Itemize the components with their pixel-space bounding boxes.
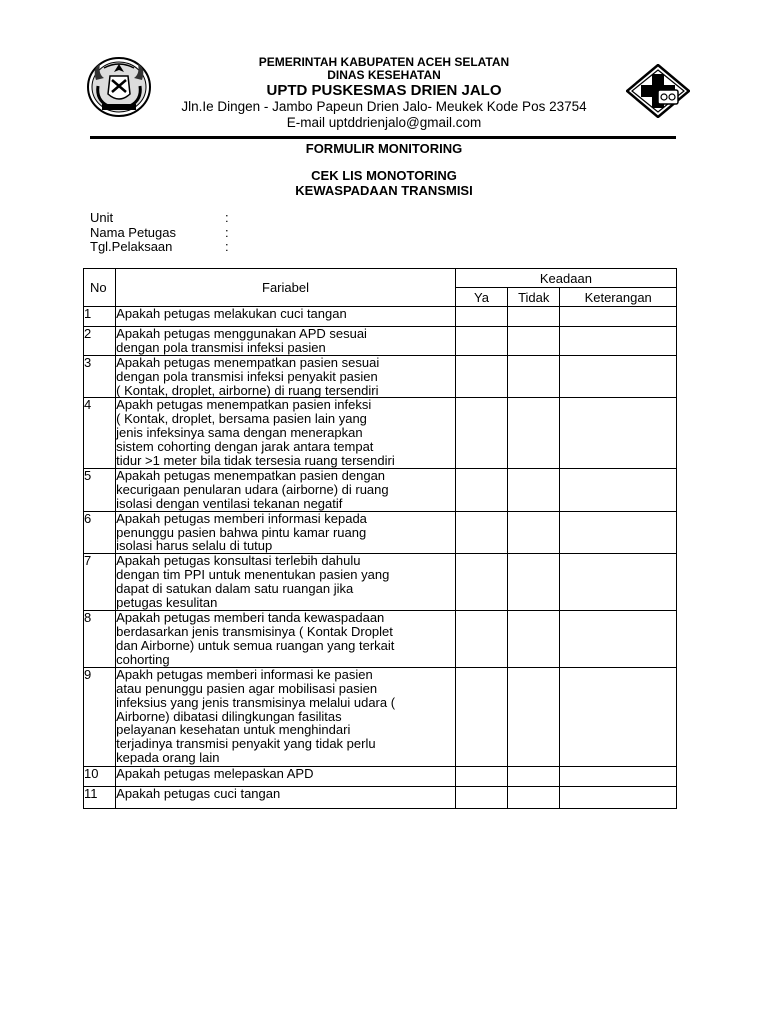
- variable-line: dengan pola transmisi infeksi penyakit pasien: [116, 368, 378, 384]
- header-state: Keadaan: [455, 269, 676, 288]
- cell-remarks[interactable]: [560, 307, 677, 327]
- letterhead-text: [146, 56, 622, 131]
- cell-yes[interactable]: [455, 611, 507, 668]
- table-row: [84, 668, 677, 767]
- aceh-selatan-coat-of-arms-icon: [86, 56, 152, 118]
- checklist-table: [83, 268, 677, 809]
- cell-remarks[interactable]: [560, 668, 677, 767]
- variable-line: Apakah petugas menempatkan pasien sesuai: [116, 355, 380, 370]
- variable-line: jenis infeksinya sama dengan menerapkan: [116, 424, 363, 440]
- variable-line: dan Airborne) untuk semua ruangan yang terkait: [116, 637, 395, 653]
- meta-colon: :: [225, 210, 229, 225]
- email: E-mail uptddrienjalo@gmail.com: [286, 115, 482, 130]
- variable-line: cohorting: [116, 651, 170, 667]
- row-variable: [116, 307, 456, 327]
- form-title: FORMULIR MONITORING: [305, 141, 463, 156]
- row-number: 7: [84, 554, 116, 611]
- row-number: 1: [84, 307, 116, 327]
- table-row: [84, 611, 677, 668]
- row-variable: [116, 469, 456, 511]
- cell-no[interactable]: [508, 787, 560, 809]
- table-row: [84, 307, 677, 327]
- cell-yes[interactable]: [455, 554, 507, 611]
- row-number: 10: [84, 767, 116, 787]
- header-no-answer: Tidak: [508, 288, 560, 307]
- cell-remarks[interactable]: [560, 511, 677, 553]
- cell-remarks[interactable]: [560, 356, 677, 398]
- variable-line: tidur >1 meter bila tidak tersesia ruang tersendiri: [116, 452, 395, 468]
- meta-colon: :: [225, 224, 229, 240]
- cell-remarks[interactable]: [560, 554, 677, 611]
- variable-line: dengan pola transmisi infeksi pasien: [116, 339, 326, 355]
- cell-remarks[interactable]: [560, 767, 677, 787]
- variable-line: Apakah petugas cuci tangan: [116, 786, 281, 802]
- variable-line: kepada orang lain: [116, 749, 220, 765]
- cell-no[interactable]: [508, 668, 560, 767]
- variable-line: atau penunggu pasien agar mobilisasi pasien: [116, 680, 378, 696]
- row-variable: [116, 356, 456, 398]
- header-remarks: Keterangan: [560, 288, 677, 307]
- table-row: [84, 356, 677, 398]
- header-no: No: [84, 269, 116, 307]
- cell-remarks[interactable]: [560, 398, 677, 469]
- row-variable: [116, 767, 456, 787]
- cell-yes[interactable]: [455, 668, 507, 767]
- cell-yes[interactable]: [455, 356, 507, 398]
- variable-line: Apakah petugas konsultasi terlebih dahulu: [116, 553, 361, 569]
- variable-line: isolasi harus selalu di tutup: [116, 538, 273, 554]
- header-variable: Fariabel: [116, 269, 456, 307]
- row-number: 11: [84, 787, 116, 809]
- variable-line: sistem cohorting dengan jarak antara tempat: [116, 438, 374, 454]
- meta-colon: :: [225, 239, 229, 254]
- variable-line: penunggu pasien bahwa pintu kamar ruang: [116, 524, 367, 540]
- variable-line: isolasi dengan ventilasi tekanan negatif: [116, 495, 343, 511]
- checklist-title: CEK LIS MONOTORING: [311, 168, 457, 183]
- variable-line: Apakah petugas memberi informasi kepada: [116, 510, 367, 526]
- variable-line: Apakh petugas memberi informasi ke pasien: [116, 667, 373, 683]
- cell-yes[interactable]: [455, 787, 507, 809]
- variable-line: Apakh petugas menempatkan pasien infeksi: [116, 397, 372, 413]
- row-number: 2: [84, 327, 116, 356]
- table-row: [84, 767, 677, 787]
- row-variable: [116, 787, 456, 809]
- variable-line: Apakah petugas melepaskan APD: [116, 766, 314, 782]
- subject-title: KEWASPADAAN TRANSMISI: [295, 183, 473, 198]
- cell-remarks[interactable]: [560, 611, 677, 668]
- cell-yes[interactable]: [455, 327, 507, 356]
- cell-remarks[interactable]: [560, 469, 677, 511]
- row-number: 6: [84, 511, 116, 553]
- cell-no[interactable]: [508, 356, 560, 398]
- table-row: [84, 327, 677, 356]
- variable-line: berdasarkan jenis transmisinya ( Kontak Droplet: [116, 623, 393, 639]
- meta-label: Unit: [90, 210, 114, 225]
- variable-line: kecurigaan penularan udara (airborne) di ruang: [116, 482, 389, 498]
- cell-no[interactable]: [508, 327, 560, 356]
- cell-remarks[interactable]: [560, 327, 677, 356]
- row-variable: [116, 668, 456, 767]
- department-name: DINAS KESEHATAN: [327, 68, 441, 82]
- cell-no[interactable]: [508, 511, 560, 553]
- row-variable: [116, 511, 456, 553]
- table-row: [84, 554, 677, 611]
- variable-line: Airborne) dibatasi dilingkungan fasilitas: [116, 708, 342, 724]
- header-yes: Ya: [455, 288, 507, 307]
- row-number: 5: [84, 469, 116, 511]
- cell-yes[interactable]: [455, 469, 507, 511]
- row-number: 9: [84, 668, 116, 767]
- variable-line: ( Kontak, droplet, airborne) di ruang tersendiri: [116, 382, 379, 398]
- variable-line: petugas kesulitan: [116, 594, 218, 610]
- variable-line: dengan tim PPI untuk menentukan pasien yang: [116, 566, 390, 582]
- cell-no[interactable]: [508, 307, 560, 327]
- institution-name: UPTD PUSKESMAS DRIEN JALO: [266, 82, 502, 99]
- cell-yes[interactable]: [455, 307, 507, 327]
- table-row: [84, 398, 677, 469]
- row-variable: [116, 611, 456, 668]
- variable-line: Apakah petugas melakukan cuci tangan: [116, 306, 347, 321]
- variable-line: infeksius yang jenis transmisinya melalui udara (: [116, 694, 396, 710]
- government-name: PEMERINTAH KABUPATEN ACEH SELATAN: [258, 55, 510, 69]
- cell-remarks[interactable]: [560, 787, 677, 809]
- row-variable: [116, 398, 456, 469]
- letterhead-divider: [90, 136, 676, 139]
- cell-yes[interactable]: [455, 767, 507, 787]
- variable-line: Apakah petugas memberi tanda kewaspadaan: [116, 610, 385, 626]
- meta-label: Nama Petugas: [90, 224, 176, 240]
- row-number: 8: [84, 611, 116, 668]
- table-row: [84, 469, 677, 511]
- row-variable: [116, 327, 456, 356]
- variable-line: Apakah petugas menggunakan APD sesuai: [116, 326, 367, 341]
- puskesmas-cross-icon: [626, 64, 690, 118]
- row-variable: [116, 554, 456, 611]
- cell-yes[interactable]: [455, 398, 507, 469]
- variable-line: ( Kontak, droplet, bersama pasien lain yang: [116, 411, 367, 427]
- variable-line: Apakah petugas menempatkan pasien dengan: [116, 468, 386, 484]
- variable-line: terjadinya transmisi penyakit yang tidak perlu: [116, 736, 376, 752]
- row-number: 3: [84, 356, 116, 398]
- cell-no[interactable]: [508, 611, 560, 668]
- cell-no[interactable]: [508, 554, 560, 611]
- table-row: [84, 511, 677, 553]
- cell-no[interactable]: [508, 398, 560, 469]
- table-row: [84, 787, 677, 809]
- variable-line: pelayanan kesehatan untuk menghindari: [116, 722, 351, 738]
- row-number: 4: [84, 398, 116, 469]
- letterhead: [86, 56, 688, 136]
- variable-line: dapat di satukan dalam satu ruangan jika: [116, 580, 354, 596]
- cell-yes[interactable]: [455, 511, 507, 553]
- meta-label: Tgl.Pelaksaan: [90, 239, 173, 254]
- address: Jln.Ie Dingen - Jambo Papeun Drien Jalo- Meukek Kode Pos 23754: [181, 99, 587, 114]
- cell-no[interactable]: [508, 469, 560, 511]
- cell-no[interactable]: [508, 767, 560, 787]
